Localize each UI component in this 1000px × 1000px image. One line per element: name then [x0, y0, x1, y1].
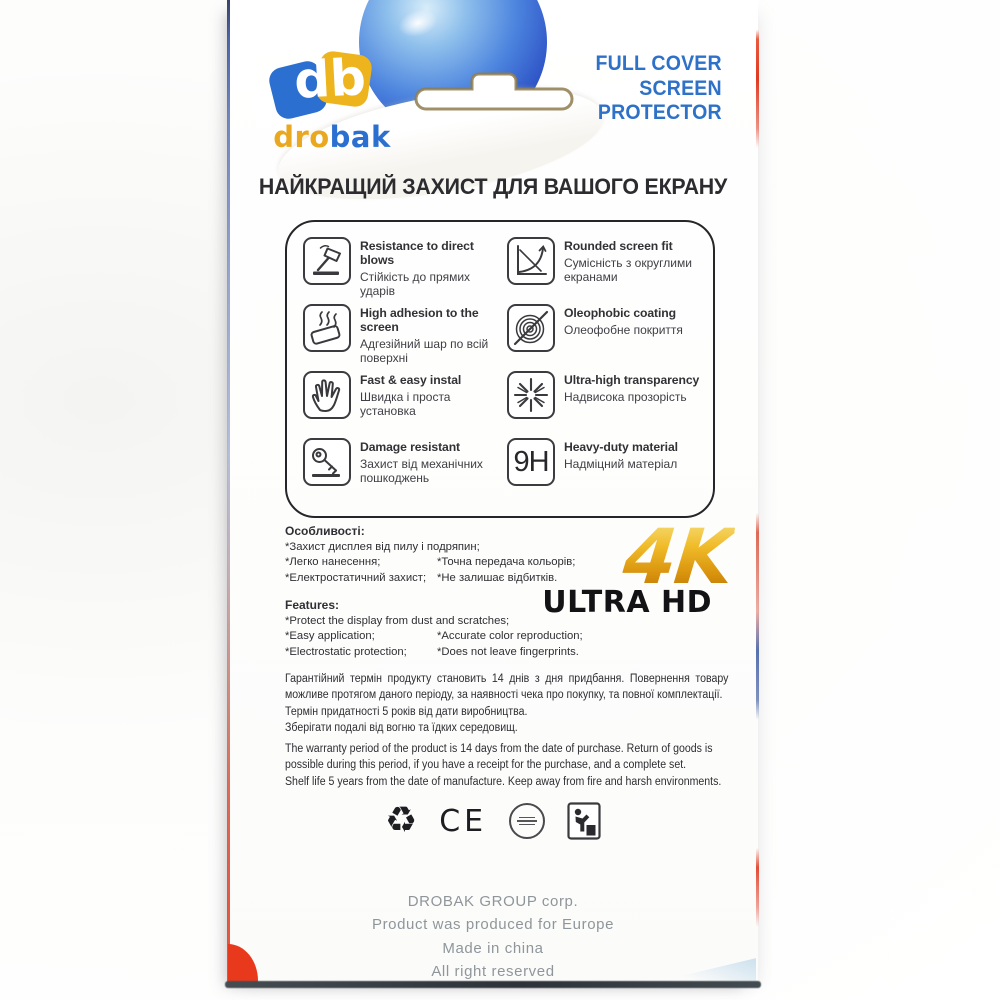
bullet-line: *Protect the display from dust and scratches; — [285, 615, 510, 627]
feature-label-uk: Надміцний матеріал — [564, 457, 678, 471]
feature-label-en: Rounded screen fit — [564, 239, 673, 253]
bullets-uk-header: Особливості: — [285, 524, 365, 538]
bullet-line: *Легко нанесення; — [285, 556, 381, 569]
ultra-hd-label: ULTRA HD — [542, 585, 712, 620]
feature-resistance — [303, 237, 499, 304]
feature-label-en: Damage resistant — [360, 440, 461, 454]
bullet-line: *Захист дисплея від пилу і подряпин; — [285, 541, 480, 553]
ce-mark: CE — [439, 803, 488, 839]
bullet-line: *Не залишає відбитків. — [437, 571, 558, 584]
bullet-line: *Electrostatic protection; — [285, 645, 407, 658]
feature-rounded-fit — [507, 237, 703, 304]
feature-label-uk: Надвисока прозорість — [564, 390, 687, 404]
feature-label-en: Resistance to direct blows — [360, 239, 474, 267]
product-title — [596, 52, 722, 126]
bullet-line: *Електростатичний захист; — [285, 571, 427, 584]
bullet-line: *Точна передача кольорів; — [437, 556, 576, 569]
feature-adhesion — [303, 304, 499, 371]
key-icon — [303, 438, 351, 486]
warranty-en-p2: Shelf life 5 years from the date of manufacture. Keep away from fire and harsh environments. — [285, 775, 722, 788]
bullet-line: *Accurate color reproduction; — [437, 630, 583, 643]
footer-line: Product was produced for Europe — [371, 916, 615, 934]
warranty-uk-p1: Гарантійний термін продукту становить 14 днів з дня придбання. Повернення товару можливе протягом даного періоду, за наявності чека про покупку, та повної комплектації. — [285, 673, 729, 702]
rounded-corner-icon — [507, 237, 555, 285]
feature-transparency — [507, 371, 703, 438]
feature-easy-install — [303, 371, 499, 438]
feature-label-en: Fast & easy instal — [360, 373, 462, 387]
bullets-uk — [285, 524, 605, 586]
bullet-line: *Easy application; — [285, 630, 375, 643]
dispose-properly-icon — [567, 802, 601, 840]
hammer-icon — [303, 237, 351, 285]
recycle-icon: ♻ — [384, 800, 418, 841]
feature-damage-resistant — [303, 438, 499, 505]
manufacturer-info — [228, 890, 758, 983]
screen-adhesion-icon — [303, 304, 351, 352]
certification-icons — [228, 798, 758, 844]
feature-heavy-duty — [507, 438, 703, 505]
feature-label-uk: Стійкість до прямих ударів — [360, 270, 471, 299]
bullets-en-header: Features: — [285, 598, 340, 612]
hand-icon — [303, 371, 351, 419]
4k-logo: 4K — [619, 512, 737, 601]
features-box — [285, 220, 715, 518]
feature-label-uk: Олеофобне покриття — [564, 323, 683, 337]
bullet-line: *Does not leave fingerprints. — [437, 645, 579, 658]
hardness-9h-badge: 9H — [507, 438, 555, 486]
footer-line: Made in china — [442, 939, 544, 957]
feature-label-uk: Сумісність з округлими екранами — [564, 256, 692, 285]
warranty-en-p1: The warranty period of the product is 14 days from the date of purchase. Return of goods is possible during this period, if you have a receipt for the purchase, and a complete set. — [285, 743, 713, 772]
fingerprint-icon — [507, 304, 555, 352]
feature-label-uk: Швидка і проста установка — [360, 390, 451, 419]
footer-line: DROBAK GROUP corp. — [407, 893, 579, 910]
feature-label-uk: Захист від механічних пошкоджень — [360, 457, 483, 486]
logo-db-monogram: db — [292, 48, 368, 110]
feature-oleophobic — [507, 304, 703, 371]
product-title-line: PROTECTOR — [598, 101, 722, 125]
feature-label-en: Ultra-high transparency — [564, 373, 700, 387]
headline: НАЙКРАЩИЙ ЗАХИСТ ДЛЯ ВАШОГО ЕКРАНУ — [258, 174, 728, 199]
bullets-en — [285, 598, 605, 660]
product-title-line: FULL COVER — [595, 52, 722, 75]
feature-label-uk: Адгезійний шар по всій поверхні — [360, 337, 489, 366]
feature-label-en: Heavy-duty material — [564, 440, 678, 454]
warranty-text-uk — [285, 671, 728, 736]
feature-label-en: High adhesion to the screen — [360, 306, 479, 334]
warranty-uk-p3: Зберігати подалі від вогню та їдких середовищ. — [285, 721, 518, 734]
warranty-uk-p2: Термін придатності 5 років від дати виробництва. — [285, 705, 528, 718]
product-title-line: SCREEN — [639, 76, 722, 100]
certification-seal-icon — [509, 803, 545, 839]
warranty-text-en — [285, 741, 728, 790]
feature-label-en: Oleophobic coating — [564, 306, 676, 320]
logo-wordmark: drobak — [273, 120, 391, 154]
euro-hang-slot — [414, 70, 576, 118]
product-package — [228, 0, 758, 986]
starburst-icon — [507, 371, 555, 419]
drobak-logo — [272, 48, 392, 152]
footer-line: All right reserved — [431, 962, 555, 980]
